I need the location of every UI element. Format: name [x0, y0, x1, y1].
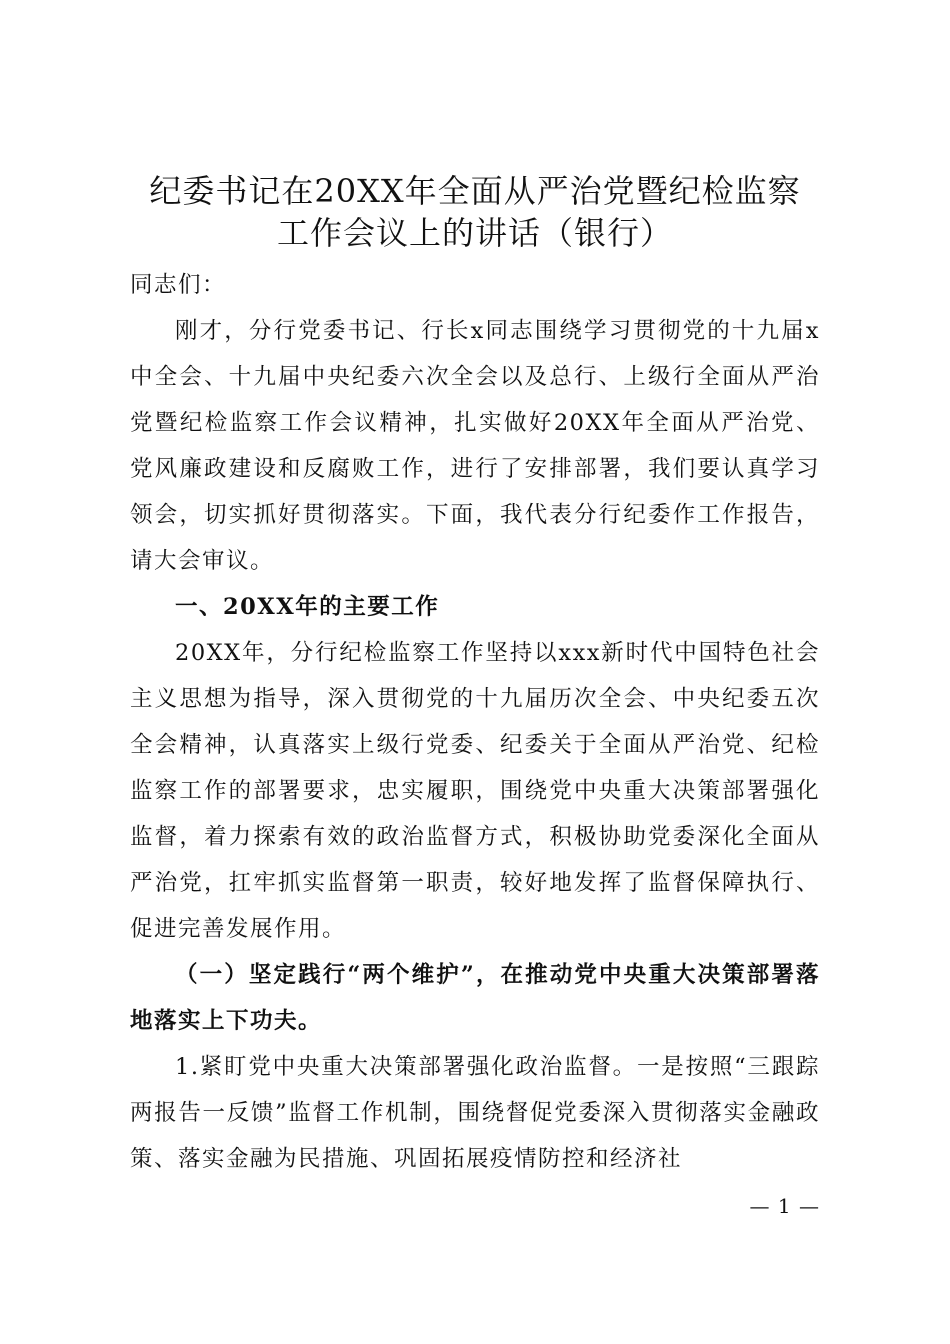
document-title	[130, 170, 820, 254]
title-line-1: 纪委书记在20XX年全面从严治党暨纪检监察	[149, 172, 801, 210]
subsection-heading-1: （一）坚定践行“两个维护”，在推动党中央重大决策部署落地落实上下功夫。	[130, 962, 820, 1034]
section-1-paragraph: 20XX年，分行纪检监察工作坚持以xxx新时代中国特色社会主义思想为指导，深入贯彻党的十九届历次全会、中央纪委五次全会精神，认真落实上级行党委、纪委关于全面从严治党、纪检监察工作的部署要求，忠实履职，围绕党中央重大决策部署强化监督，着力探索有效的政治监督方式，积极协助党委深化全面从严治党，扛牢抓实监督第一职责，较好地发挥了监督保障执行、促进完善发展作用。	[130, 640, 820, 942]
title-line-2: 工作会议上的讲话（银行）	[276, 214, 673, 252]
document-body	[130, 170, 820, 1182]
page-number: — 1 —	[749, 1194, 820, 1218]
salutation: 同志们：	[130, 272, 227, 298]
item-1-paragraph: 1.紧盯党中央重大决策部署强化政治监督。一是按照“三跟踪两报告一反馈”监督工作机制，围绕督促党委深入贯彻落实金融政策、落实金融为民措施、巩固拓展疫情防控和经济社	[130, 1054, 820, 1172]
intro-paragraph: 刚才，分行党委书记、行长x同志围绕学习贯彻党的十九届x中全会、十九届中央纪委六次全会以及总行、上级行全面从严治党暨纪检监察工作会议精神，扎实做好20XX年全面从严治党、党风廉政建设和反腐败工作，进行了安排部署，我们要认真学习领会，切实抓好贯彻落实。下面，我代表分行纪委作工作报告，请大会审议。	[130, 318, 820, 574]
section-heading-1: 一、20XX年的主要工作	[175, 594, 440, 620]
